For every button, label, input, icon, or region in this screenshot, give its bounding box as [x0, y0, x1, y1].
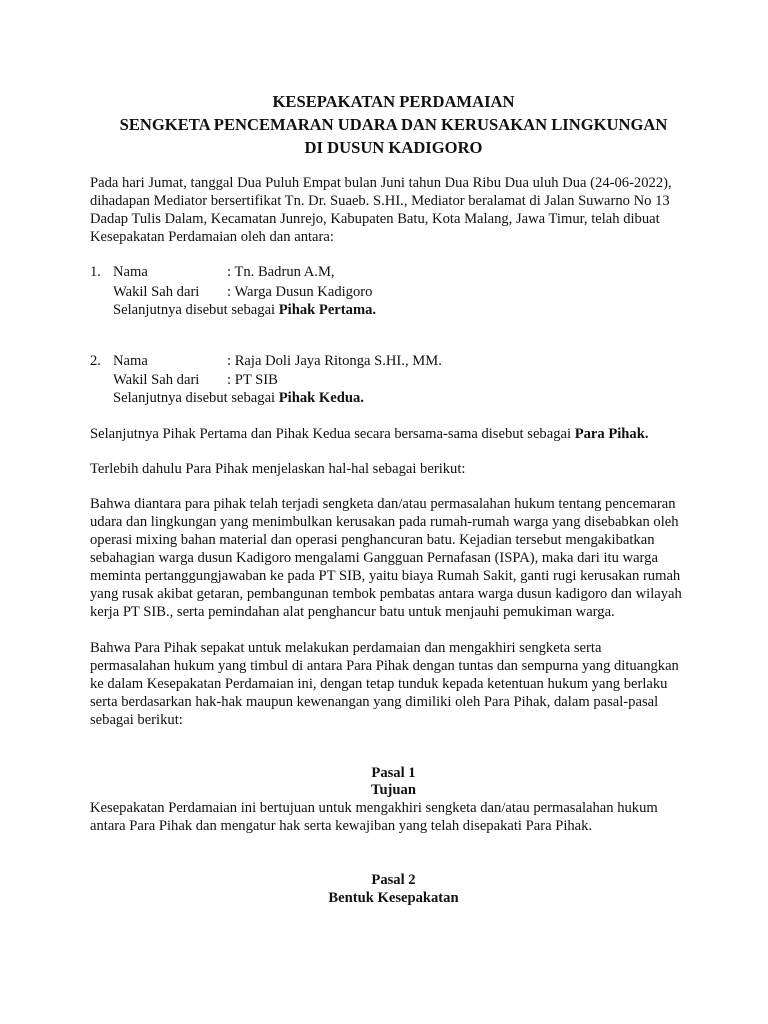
party-name-row	[113, 352, 442, 370]
party-name-value: : Raja Doli Jaya Ritonga S.HI., MM.	[227, 353, 442, 369]
whereas-paragraph-2	[90, 639, 697, 729]
party-designation-bold: Pihak Kedua.	[278, 390, 364, 406]
whereas-1-line: sebahagian warga dusun Kadigoro mengalami Gangguan Pernafasan (ISPA), maka dari itu warga	[90, 550, 658, 566]
whereas-1-line: udara dan lingkungan yang menimbulkan kerusakan pada rumah-rumah warga yang disebabkan oleh	[90, 514, 679, 530]
party-designation-prefix: Selanjutnya disebut sebagai	[113, 302, 279, 318]
document-title-line-1: KESEPAKATAN PERDAMAIAN	[272, 92, 515, 111]
document-title-line-2: SENGKETA PENCEMARAN UDARA DAN KERUSAKAN LINGKUNGAN	[119, 115, 668, 134]
whereas-2-line: sebagai berikut:	[90, 712, 183, 728]
opening-paragraph	[90, 174, 697, 246]
party-rep-row	[113, 371, 278, 389]
whereas-paragraph-1	[90, 495, 697, 621]
pasal-1-paragraph	[90, 799, 697, 835]
party-number: 2.	[90, 353, 101, 369]
party-rep-value: : PT SIB	[227, 372, 278, 388]
party-rep-value: : Warga Dusun Kadigoro	[227, 284, 373, 300]
para-pihak-line	[90, 425, 697, 443]
opening-line: Pada hari Jumat, tanggal Dua Puluh Empat bulan Juni tahun Dua Ribu Dua uluh Dua (24-06-2022),	[90, 175, 672, 191]
party-designation	[113, 301, 376, 319]
para-pihak-bold: Para Pihak.	[574, 426, 649, 442]
whereas-1-line: kerja PT SIB., serta pemindahan alat penghancur batu untuk menjauhi pemukiman warga.	[90, 604, 615, 620]
whereas-2-line: ke dalam Kesepakatan Perdamaian ini, dengan tetap tunduk kepada ketentuan hukum yang berlaku	[90, 676, 668, 692]
pasal-1-line: antara Para Pihak dan mengatur hak serta kewajiban yang telah disepakati Para Pihak.	[90, 818, 593, 834]
whereas-1-line: Bahwa diantara para pihak telah terjadi sengketa dan/atau permasalahan hukum tentang pencemaran	[90, 496, 676, 512]
pasal-2-heading: Pasal 2	[371, 872, 416, 888]
party-name-label: Nama	[113, 353, 148, 369]
party-rep-label: Wakil Sah dari	[113, 372, 200, 388]
para-pihak-prefix: Selanjutnya Pihak Pertama dan Pihak Kedua secara bersama-sama disebut sebagai	[90, 426, 575, 442]
whereas-2-line: permasalahan hukum yang timbul di antara Para Pihak dengan tuntas dan sempurna yang dituangkan	[90, 658, 679, 674]
opening-line: Dadap Tulis Dalam, Kecamatan Junrejo, Kabupaten Batu, Kota Malang, Jawa Timur, telah dibuat	[90, 211, 660, 227]
document-title-line-3: DI DUSUN KADIGORO	[304, 138, 483, 157]
party-name-value: : Tn. Badrun A.M,	[227, 264, 335, 280]
party-name-row	[113, 263, 335, 281]
party-rep-row	[113, 283, 372, 301]
opening-line: dihadapan Mediator bersertifikat Tn. Dr. Suaeb. S.HI., Mediator beralamat di Jalan Suwarno No 13	[90, 193, 670, 209]
party-number: 1.	[90, 264, 101, 280]
pasal-1-line: Kesepakatan Perdamaian ini bertujuan untuk mengakhiri sengketa dan/atau permasalahan hukum	[90, 800, 658, 816]
whereas-1-line: yang rusak akibat getaran, pembangunan tembok pembatas antara warga dusun kadigoro dan wilayah	[90, 586, 682, 602]
pasal-2-subheading: Bentuk Kesepakatan	[328, 890, 459, 906]
party-designation	[113, 389, 364, 407]
party-name-label: Nama	[113, 264, 148, 280]
pasal-1-heading: Pasal 1	[371, 765, 416, 781]
whereas-1-line: operasi mixing bahan material dan operasi penghancuran batu. Kejadian tersebut mengakibatkan	[90, 532, 655, 548]
party-designation-bold: Pihak Pertama.	[278, 302, 377, 318]
party-designation-prefix: Selanjutnya disebut sebagai	[113, 390, 279, 406]
whereas-1-line: meminta pertanggungjawaban ke pada PT SIB, yaitu biaya Rumah Sakit, ganti rugi kerusakan rumah	[90, 568, 681, 584]
whereas-2-line: serta berdasarkan hak-hak maupun kewenangan yang dimiliki oleh Para Pihak, dalam pasal-pasal	[90, 694, 659, 710]
opening-line: Kesepakatan Perdamaian oleh dan antara:	[90, 229, 334, 245]
intro-line: Terlebih dahulu Para Pihak menjelaskan hal-hal sebagai berikut:	[90, 461, 466, 477]
whereas-2-line: Bahwa Para Pihak sepakat untuk melakukan perdamaian dan mengakhiri sengketa serta	[90, 640, 602, 656]
party-rep-label: Wakil Sah dari	[113, 284, 200, 300]
pasal-1-subheading: Tujuan	[371, 782, 416, 798]
